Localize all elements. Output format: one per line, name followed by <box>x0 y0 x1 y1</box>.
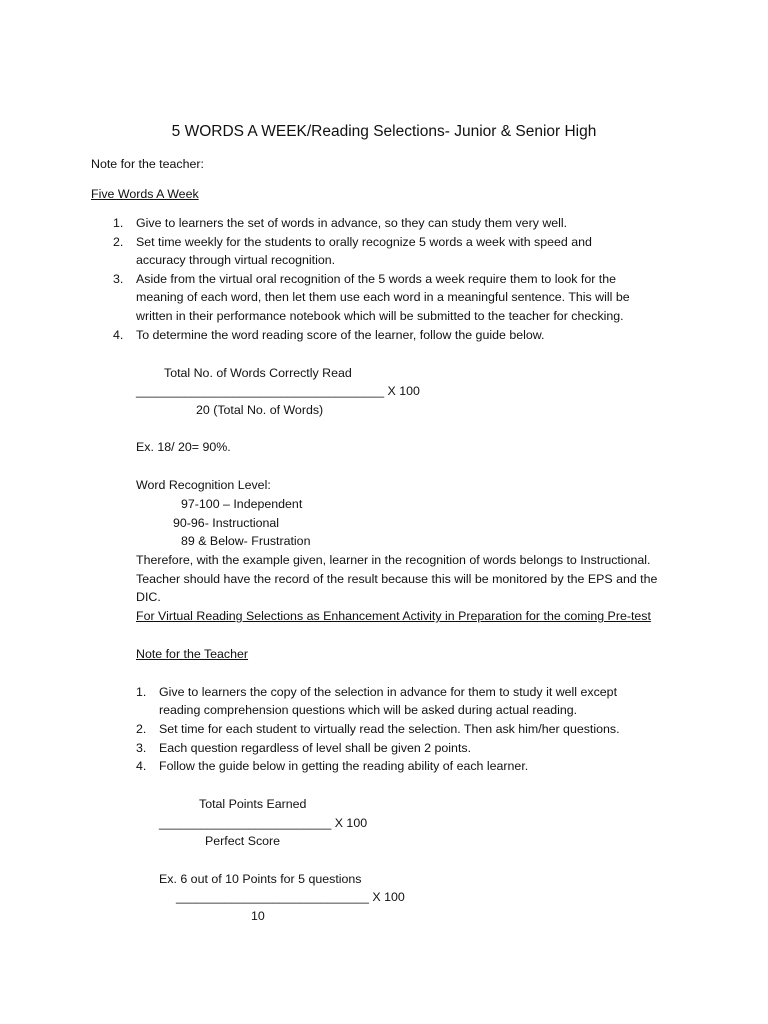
list-item-text: reading comprehension questions which will be asked during actual reading. <box>159 703 578 717</box>
list-item-number: 2. <box>136 722 147 736</box>
list-item-text: written in their performance notebook which will be submitted to the teacher for checking. <box>136 309 624 323</box>
paragraph-line: Therefore, with the example given, learner in the recognition of words belongs to Instructional. <box>136 553 651 567</box>
document-title: 5 WORDS A WEEK/Reading Selections- Junior & Senior High <box>171 123 597 140</box>
recognition-level: 97-100 – Independent <box>181 497 303 511</box>
list-item-number: 1. <box>136 685 147 699</box>
section-heading-reading-selections: For Virtual Reading Selections as Enhancement Activity in Preparation for the coming Pre-test <box>136 609 651 623</box>
list-item-number: 4. <box>113 328 124 342</box>
recognition-level: 90-96- Instructional <box>173 516 280 530</box>
list-item-number: 3. <box>113 272 124 286</box>
formula-denominator: Perfect Score <box>205 834 281 848</box>
formula-denominator: 10 <box>251 909 265 923</box>
list-item-number: 1. <box>113 216 124 230</box>
list-item-number: 4. <box>136 759 147 773</box>
list-item-number: 2. <box>113 235 124 249</box>
example-calculation: Ex. 6 out of 10 Points for 5 questions <box>159 872 362 886</box>
recognition-level: 89 & Below- Frustration <box>181 534 311 548</box>
list-item-text: Follow the guide below in getting the reading ability of each learner. <box>159 759 529 773</box>
paragraph-line: Teacher should have the record of the result because this will be monitored by the EPS and the <box>136 572 658 586</box>
list-item-text: Set time weekly for the students to orally recognize 5 words a week with speed and <box>136 235 592 249</box>
note-for-teacher-label: Note for the teacher: <box>91 157 204 171</box>
list-item-text: accuracy through virtual recognition. <box>136 253 336 267</box>
list-item-text: Each question regardless of level shall be given 2 points. <box>159 741 472 755</box>
list-item-text: To determine the word reading score of the learner, follow the guide below. <box>136 328 545 342</box>
formula-denominator: 20 (Total No. of Words) <box>196 403 324 417</box>
example-calculation: Ex. 18/ 20= 90%. <box>136 440 231 454</box>
list-item-text: meaning of each word, then let them use each word in a meaningful sentence. This will be <box>136 290 630 304</box>
list-item-number: 3. <box>136 741 147 755</box>
list-item-text: Aside from the virtual oral recognition of the 5 words a week require them to look for the <box>136 272 617 286</box>
formula-fraction-line: _________________________ X 100 <box>159 816 368 830</box>
paragraph-line: DIC. <box>136 590 161 604</box>
section-heading-five-words: Five Words A Week <box>91 187 199 201</box>
formula-fraction-line: ____________________________ X 100 <box>176 890 405 904</box>
word-recognition-heading: Word Recognition Level: <box>136 478 271 492</box>
formula-fraction-line: ____________________________________ X 100 <box>136 384 420 398</box>
list-item-text: Give to learners the set of words in advance, so they can study them very well. <box>136 216 568 230</box>
formula-numerator: Total Points Earned <box>199 797 307 811</box>
formula-numerator: Total No. of Words Correctly Read <box>164 366 352 380</box>
list-item-text: Set time for each student to virtually read the selection. Then ask him/her questions. <box>159 722 620 736</box>
list-item-text: Give to learners the copy of the selection in advance for them to study it well except <box>159 685 618 699</box>
note-for-teacher-heading: Note for the Teacher <box>136 647 249 661</box>
